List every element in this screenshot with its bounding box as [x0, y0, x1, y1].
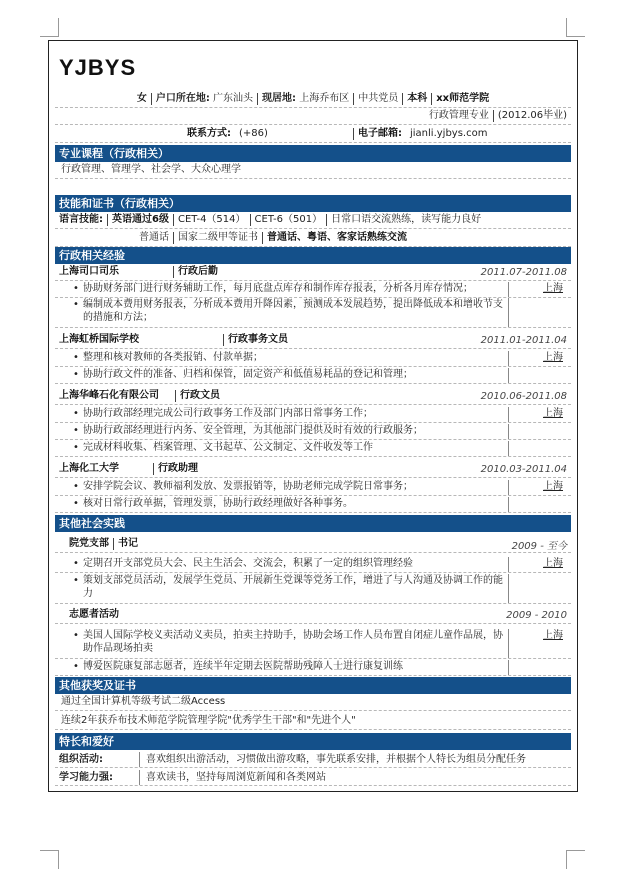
job-3-bullet-2: • 协助行政部经理进行内务、安全管理，为其他部门提供及时有效的行政服务；: [55, 424, 571, 440]
crop-mark-top-left: [40, 18, 59, 37]
job-2-bullet-1: • 整理和核对教师的各类报销、付款单据； 上海: [55, 351, 571, 367]
job-date: 2011.07-2011.08: [480, 266, 567, 278]
social-1: [55, 536, 571, 553]
courses-text: 行政管理、管理学、社会学、大众心理学: [55, 163, 571, 179]
job-1-bullet-2: • 编制成本费用财务报表，分析成本费用升降因素，预测成本发展趋势，提出降低成本和增收节支的措施和方法；: [55, 298, 571, 328]
social-1-bullet-1: • 定期召开支部党员大会、民主生活会、交流会，积累了一定的组织管理经验 上海: [55, 557, 571, 573]
social-location: 上海: [508, 557, 571, 572]
job-date: 2011.01-2011.04: [480, 334, 567, 346]
job-date: 2010.06-2011.08: [480, 390, 567, 402]
hobby-key: 学习能力强:: [55, 770, 140, 785]
section-skills: 技能和证书（行政相关）: [55, 195, 571, 212]
job-2-bullet-2: • 协助行政文件的准备、归档和保管，固定资产和低值易耗品的登记和管理；: [55, 368, 571, 384]
section-experience: 行政相关经验: [55, 247, 571, 264]
job-company: 上海虹桥国际学校: [55, 334, 224, 346]
hobby-2: [55, 770, 571, 786]
info-row-contact: [55, 126, 571, 143]
skills-row-lang: [55, 212, 571, 229]
section-courses: 专业课程（行政相关）: [55, 145, 571, 162]
job-company: 上海司口司乐: [55, 266, 174, 278]
lang-desc: 日常口语交流熟练，读写能力良好: [331, 214, 482, 225]
section-awards: 其他获奖及证书: [55, 677, 571, 694]
social-date: 2009 - 2010: [506, 609, 567, 621]
crop-mark-bottom-right: [566, 850, 585, 869]
job-date: 2010.03-2011.04: [480, 463, 567, 475]
job-3-bullet-1: • 协助行政部经理完成公司行政事务工作及部门内部日常事务工作； 上海: [55, 407, 571, 423]
dialects: 普通话、粤语、客家话熟练交流: [267, 232, 407, 243]
hukou: 户口所在地: 广东汕头: [152, 93, 258, 105]
job-3-bullet-3: • 完成材料收集、档案管理、文书起草、公文制定、文件收发等工作: [55, 441, 571, 457]
hobby-value: 喜欢读书，坚持每周浏览新闻和各类网站: [146, 772, 326, 783]
mandarin: 普通话: [135, 232, 174, 244]
job-location: 上海: [508, 407, 571, 422]
email-label: 电子邮箱:: [358, 128, 402, 139]
politics: 中共党员: [354, 93, 403, 105]
phone-label: 联系方式:: [187, 128, 231, 139]
award-2: 连续2年获乔布技术师范学院管理学院"优秀学生干部"和"先进个人": [55, 714, 571, 730]
cet6: CET-6（501）: [251, 214, 328, 226]
job-role: 行政助理: [158, 463, 198, 474]
social-role: 书记: [118, 538, 138, 549]
job-company: 上海华峰石化有限公司: [55, 390, 176, 402]
gender: 女: [133, 93, 152, 105]
social-org: 志愿者活动: [69, 609, 119, 620]
residence: 现居地: 上海乔布区: [258, 93, 354, 105]
lang-level: 英语通过6级: [108, 214, 174, 226]
social-2: [55, 607, 571, 624]
job-2: [55, 332, 571, 349]
job-location: 上海: [508, 282, 571, 297]
job-1: [55, 264, 571, 281]
social-date: 2009 - 至今: [511, 540, 567, 552]
info-row-major: [55, 108, 571, 125]
hobby-key: 组织活动:: [55, 752, 140, 767]
job-location: 上海: [508, 480, 571, 495]
school: xx师范学院: [436, 93, 490, 104]
job-role: 行政事务文员: [228, 334, 288, 345]
job-location: 上海: [508, 351, 571, 366]
email[interactable]: jianli.yjbys.com: [410, 128, 488, 139]
phone: (+86): [235, 128, 354, 140]
crop-mark-top-right: [566, 18, 585, 37]
job-1-bullet-1: • 协助财务部门进行财务辅助工作，每月底盘点库存和制作库存报表，分析各月库存情况； 上海: [55, 282, 571, 298]
major: 行政管理专业: [425, 110, 494, 122]
award-1: 通过全国计算机等级考试二级Access: [55, 695, 571, 711]
social-1-bullet-2: • 策划支部党员活动，发展学生党员、开展新生党课等党务工作，增进了与人沟通及协调工作的能力: [55, 574, 571, 604]
hobby-1: [55, 752, 571, 768]
skills-row-mandarin: [55, 230, 571, 247]
degree: 本科: [403, 93, 432, 105]
job-company: 上海化工大学: [55, 463, 154, 475]
social-2-bullet-1: • 美国人国际学校义卖活动义卖员，拍卖主持助手，协助会场工作人员布置自闭症儿童作品展，协助作品现场拍卖 上海: [55, 629, 571, 659]
resume-page: [48, 40, 578, 792]
social-location: 上海: [508, 629, 571, 658]
info-row-basic: [55, 91, 571, 108]
job-4: [55, 461, 571, 478]
social-org: 院党支部: [65, 538, 114, 550]
crop-mark-bottom-left: [40, 850, 59, 869]
cet4: CET-4（514）: [174, 214, 251, 226]
section-social: 其他社会实践: [55, 515, 571, 532]
social-2-bullet-2: • 博爱医院康复部志愿者，连续半年定期去医院帮助残障人士进行康复训练: [55, 660, 571, 676]
section-hobbies: 特长和爱好: [55, 733, 571, 750]
grad-date: (2012.06毕业): [497, 110, 567, 121]
hobby-value: 喜欢组织出游活动，习惯做出游攻略，事先联系安排，并根据个人特长为组员分配任务: [146, 754, 526, 765]
cert: 国家二级甲等证书: [174, 232, 263, 244]
job-role: 行政后勤: [178, 266, 218, 277]
job-3: [55, 388, 571, 405]
job-4-bullet-1: • 安排学院会议、教师福利发放、发票报销等，协助老师完成学院日常事务； 上海: [55, 480, 571, 496]
lang-label: 语言技能:: [55, 214, 108, 226]
job-4-bullet-2: • 核对日常行政单据，管理发票，协助行政经理做好各种事务。: [55, 497, 571, 513]
job-role: 行政文员: [180, 390, 220, 401]
resume-name: YJBYS: [59, 55, 137, 80]
